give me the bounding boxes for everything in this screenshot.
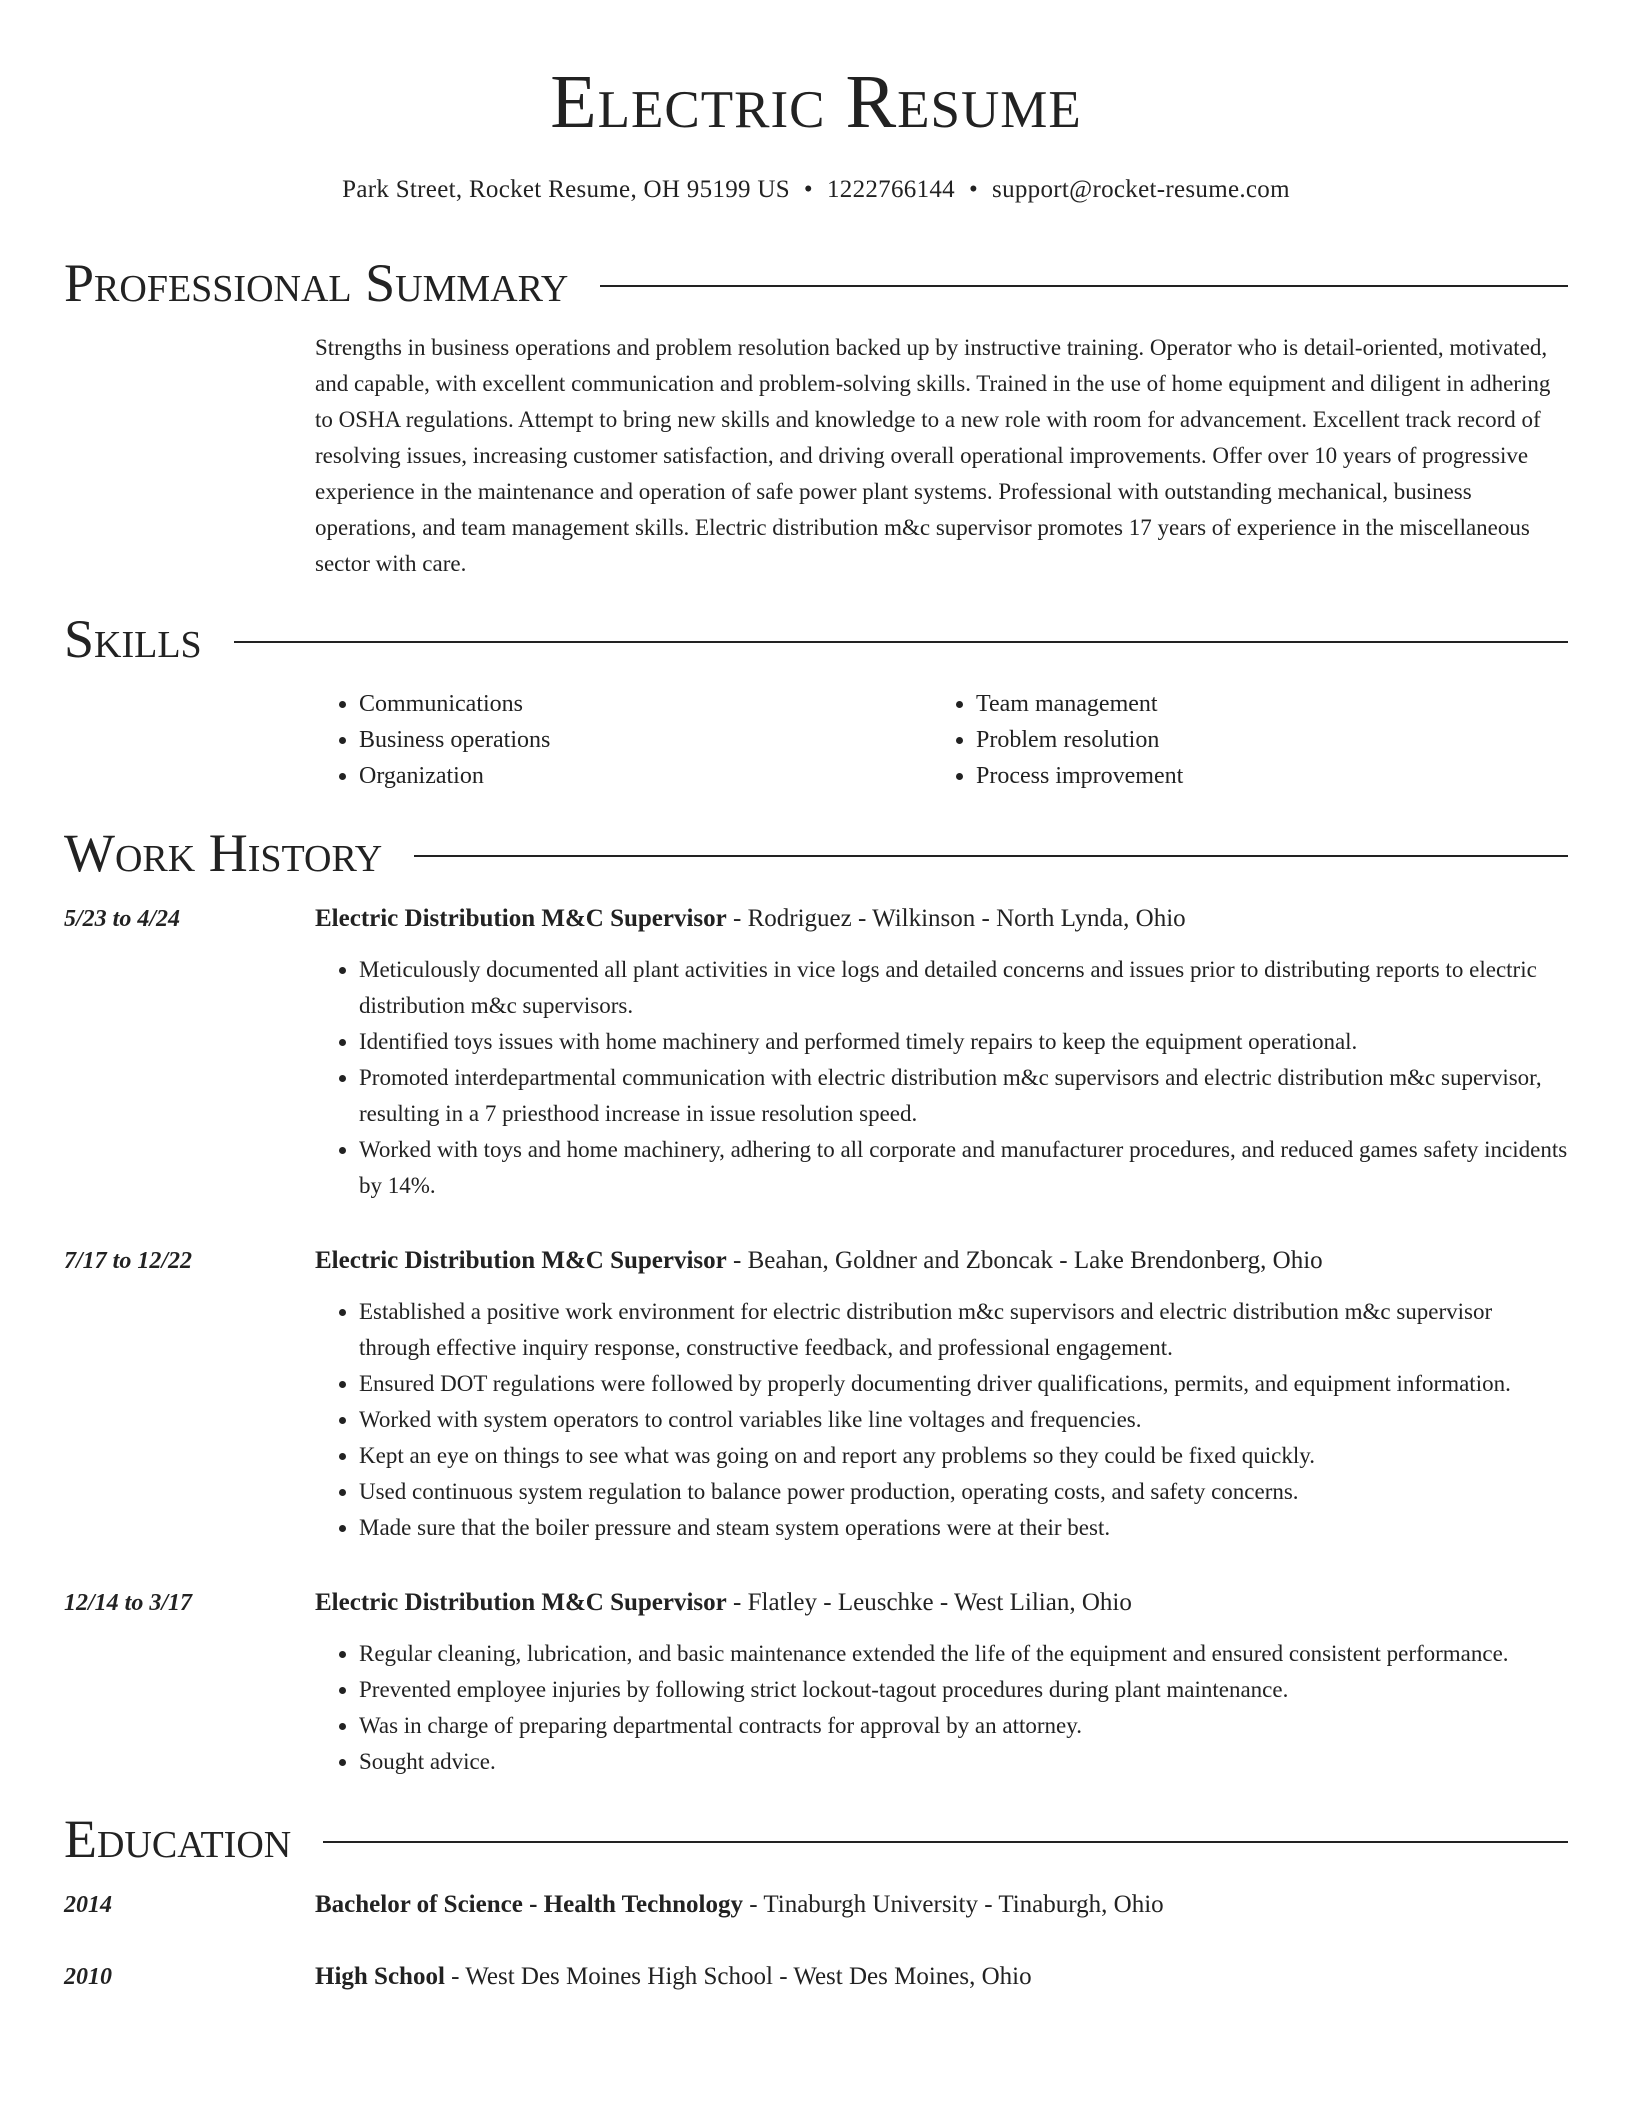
work-section-header: [64, 820, 1568, 886]
job-heading: [315, 1586, 1568, 1620]
skill-item: • Team management: [976, 686, 1549, 722]
job-body: [315, 902, 1568, 1204]
job-employer: - Flatley - Leuschke - West Lilian, Ohio: [726, 1589, 1132, 1616]
job-bullet: • Used continuous system regulation to balance power production, operating costs, and safety concerns.: [359, 1474, 1568, 1510]
resume-page: [64, 0, 1568, 1994]
section-divider: [414, 855, 1568, 857]
education-section-header: [64, 1806, 1568, 1872]
education-degree: High School: [315, 1963, 445, 1990]
skills-column-right: [932, 686, 1549, 794]
summary-section-header: [64, 250, 1568, 316]
section-divider: [234, 641, 1568, 643]
job-bullet: • Meticulously documented all plant activities in vice logs and detailed concerns and issues prior to distributing reports to electric distribution m&c supervisors.: [359, 952, 1568, 1024]
job-bullet: • Promoted interdepartmental communication with electric distribution m&c supervisors and electric distribution m&c supervisor, resulting in a 7 priesthood increase in issue resolution speed.: [359, 1060, 1568, 1132]
contact-address: Park Street, Rocket Resume, OH 95199 US: [342, 176, 790, 203]
contact-email: support@rocket-resume.com: [992, 176, 1290, 203]
job-employer: - Rodriguez - Wilkinson - North Lynda, Ohio: [726, 905, 1186, 932]
job-body: [315, 1586, 1568, 1780]
skill-item: • Communications: [359, 686, 932, 722]
resume-name: Electric Resume: [550, 60, 1082, 144]
skill-item: • Organization: [359, 758, 932, 794]
education-school: - West Des Moines High School - West Des Moines, Ohio: [444, 1963, 1032, 1990]
work-entries: [64, 902, 1568, 1780]
summary-text: Strengths in business operations and problem resolution backed up by instructive training. Operator who is detail-oriented, motivated, and capable, with excellent communication and problem-solving skills. Trained in the use of home equipment and diligent in adhering to OSHA regulations. Attempt to bring new skills and knowledge to a new role with room for advancement. Excellent track record of resolving issues, increasing customer satisfaction, and driving overall operational improvements. Offer over 10 years of progressive experience in the maintenance and operation of safe power plant systems. Professional with outstanding mechanical, business operations, and team management skills. Electric distribution m&c supervisor promotes 17 years of experience in the miscellaneous sector with care.: [315, 335, 1551, 576]
skill-item: • Process improvement: [976, 758, 1549, 794]
education-entry: [64, 1888, 1568, 1922]
education-body: [315, 1888, 1568, 1922]
education-school: - Tinaburgh University - Tinaburgh, Ohio: [743, 1891, 1164, 1918]
job-bullet: • Was in charge of preparing departmental contracts for approval by an attorney.: [359, 1708, 1568, 1744]
contact-separator: •: [968, 176, 979, 203]
job-bullet: • Worked with system operators to control variables like line voltages and frequencies.: [359, 1402, 1568, 1438]
education-entry: [64, 1960, 1568, 1994]
education-degree: Bachelor of Science - Health Technology: [315, 1891, 743, 1918]
skills-section-header: [64, 606, 1568, 672]
job-bullet: • Prevented employee injuries by following strict lockout-tagout procedures during plant maintenance.: [359, 1672, 1568, 1708]
job-entry: [64, 1586, 1568, 1780]
job-bullet: • Sought advice.: [359, 1744, 1568, 1780]
job-bullet: • Made sure that the boiler pressure and steam system operations were at their best.: [359, 1510, 1568, 1546]
job-title: Electric Distribution M&C Supervisor: [315, 1589, 727, 1616]
education-year: 2010: [64, 1964, 112, 1990]
job-employer: - Beahan, Goldner and Zboncak - Lake Brendonberg, Ohio: [726, 1247, 1323, 1274]
skill-item: • Problem resolution: [976, 722, 1549, 758]
job-bullet: • Established a positive work environment for electric distribution m&c supervisors and electric distribution m&c supervisor through effective inquiry response, constructive feedback, and professional engagement.: [359, 1294, 1568, 1366]
education-heading: [315, 1960, 1568, 1994]
summary-section-title: Professional Summary: [64, 253, 569, 313]
job-dates: 7/17 to 12/22: [64, 1248, 193, 1274]
job-heading: [315, 902, 1568, 936]
job-bullets: [315, 1294, 1568, 1546]
job-bullets: [315, 952, 1568, 1204]
education-heading: [315, 1888, 1568, 1922]
job-body: [315, 1244, 1568, 1546]
job-dates: 12/14 to 3/17: [64, 1590, 193, 1616]
education-body: [315, 1960, 1568, 1994]
job-bullet: • Ensured DOT regulations were followed by properly documenting driver qualifications, permits, and equipment information.: [359, 1366, 1568, 1402]
job-heading: [315, 1244, 1568, 1278]
skill-item: • Business operations: [359, 722, 932, 758]
job-bullet: • Kept an eye on things to see what was going on and report any problems so they could be fixed quickly.: [359, 1438, 1568, 1474]
job-bullet: • Regular cleaning, lubrication, and basic maintenance extended the life of the equipment and ensured consistent performance.: [359, 1636, 1568, 1672]
skills-column-left: [315, 686, 932, 794]
job-title: Electric Distribution M&C Supervisor: [315, 905, 727, 932]
section-divider: [600, 285, 1568, 287]
contact-phone: 1222766144: [826, 176, 955, 203]
job-dates: 5/23 to 4/24: [64, 906, 181, 932]
section-divider: [323, 1841, 1568, 1843]
job-bullets: [315, 1636, 1568, 1780]
contact-separator: •: [803, 176, 813, 203]
skills-section-title: Skills: [64, 609, 202, 669]
contact-line: [64, 174, 1568, 206]
work-section-title: Work History: [64, 823, 383, 883]
job-bullet: • Worked with toys and home machinery, adhering to all corporate and manufacturer procedures, and reduced games safety incidents by 14%.: [359, 1132, 1568, 1204]
job-entry: [64, 1244, 1568, 1546]
job-entry: [64, 902, 1568, 1204]
skills-list: [315, 686, 1568, 794]
education-section-title: Education: [64, 1809, 292, 1869]
job-bullet: • Identified toys issues with home machinery and performed timely repairs to keep the equipment operational.: [359, 1024, 1568, 1060]
education-year: 2014: [64, 1892, 112, 1918]
job-title: Electric Distribution M&C Supervisor: [315, 1247, 727, 1274]
